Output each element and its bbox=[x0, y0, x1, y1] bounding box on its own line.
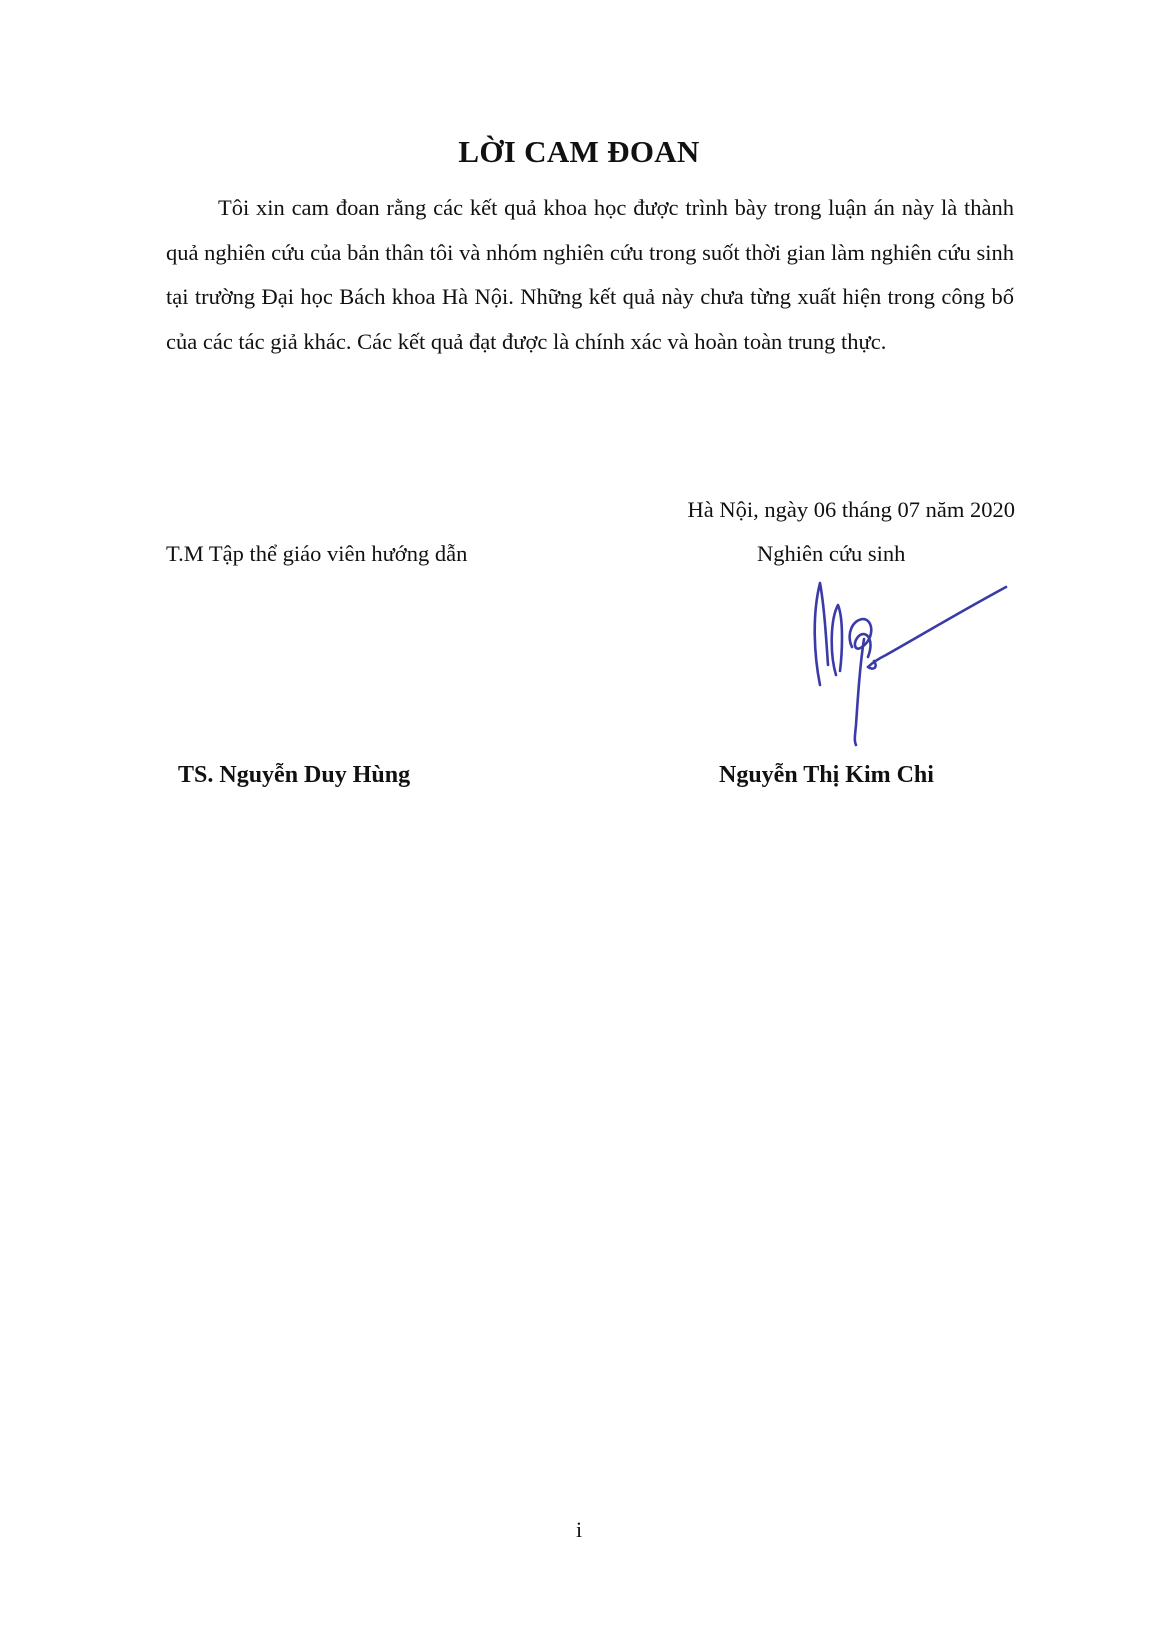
handwritten-signature bbox=[808, 575, 1018, 750]
candidate-name: Nguyễn Thị Kim Chi bbox=[719, 762, 934, 788]
page-number: i bbox=[575, 1517, 583, 1542]
supervisor-name: TS. Nguyễn Duy Hùng bbox=[178, 762, 411, 788]
date-line: Hà Nội, ngày 06 tháng 07 năm 2020 bbox=[687, 497, 1015, 522]
declaration-paragraph: Tôi xin cam đoan rằng các kết quả khoa học được trình bày trong luận án này là thành quả nghiên cứu của bản thân tôi và nhóm nghiên cứu trong suốt thời gian làm nghiên cứu sinh tại trường Đại học Bách khoa Hà Nội. Những kết quả này chưa từng xuất hiện trong công bố của các tác giả khác. Các kết quả đạt được là chính xác và hoàn toàn trung thực. bbox=[166, 195, 1014, 354]
page-title: LỜI CAM ĐOAN bbox=[458, 134, 700, 169]
supervisor-role-label: T.M Tập thể giáo viên hướng dẫn bbox=[166, 541, 468, 566]
candidate-role-label: Nghiên cứu sinh bbox=[757, 541, 906, 566]
